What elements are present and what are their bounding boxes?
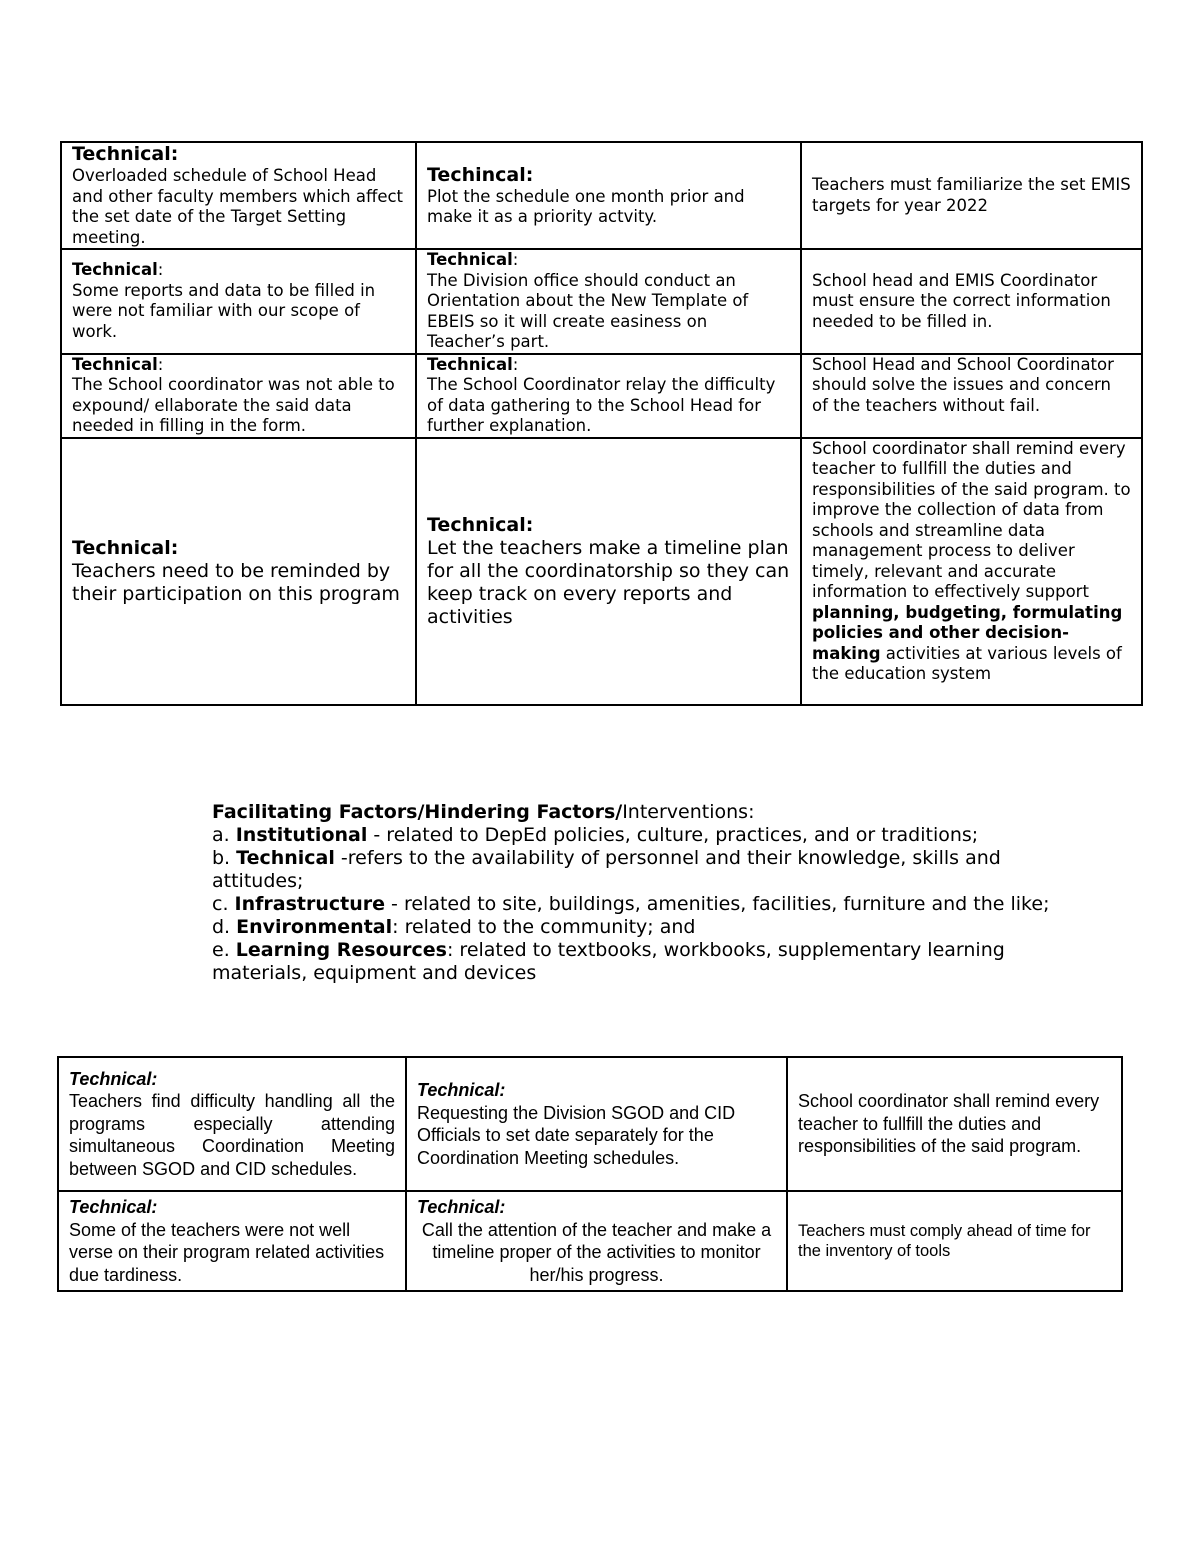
cell-heading: Technical: — [69, 1068, 158, 1089]
cell-heading: Technical — [72, 354, 158, 374]
cell-text — [812, 439, 1131, 685]
legend-term: Environmental — [236, 916, 393, 938]
cell-text: Call the attention of the teacher and make a timeline proper of the activities to monitor her/his progress. — [421, 1219, 772, 1285]
table-cell — [61, 438, 416, 705]
cell-heading-colon: : — [512, 250, 519, 269]
cell-text: Teachers must comply ahead of time for the inventory of tools — [798, 1222, 1091, 1260]
cell-heading: Technical: — [72, 536, 179, 559]
legend-term: Infrastructure — [234, 893, 386, 915]
legend-title-rest: Interventions: — [622, 801, 755, 823]
table-cell — [416, 354, 801, 438]
table-cell — [406, 1191, 787, 1291]
cell-text: School coordinator shall remind every teacher to fullfill the duties and responsibilities of the said program. — [798, 1091, 1100, 1157]
cell-text-part: School coordinator shall remind every teacher to fullfill the duties and responsibilities of the said program. to improve the collection of data from schools and streamline data management process to deliver timely, relevant and accurate information to effectively support — [812, 438, 1131, 601]
table-cell — [787, 1057, 1122, 1191]
table-row — [61, 142, 1142, 249]
cell-text: School Head and School Coordinator should solve the issues and concern of the teachers without fail. — [812, 354, 1114, 415]
table-cell — [416, 142, 801, 249]
cell-heading: Technical: — [69, 1197, 158, 1217]
legend-item — [212, 939, 1072, 985]
table-row — [58, 1191, 1122, 1291]
table-row — [58, 1057, 1122, 1191]
table-row — [61, 249, 1142, 354]
cell-text: The School coordinator was not able to expound/ ellaborate the said data needed in filling in the form. — [72, 375, 395, 435]
legend-title-bold: Facilitating Factors/Hindering Factors/ — [212, 801, 623, 823]
cell-text: School head and EMIS Coordinator must ensure the correct information needed to be filled in. — [812, 270, 1111, 331]
legend-item — [212, 893, 1072, 916]
cell-text-bold: planning, budgeting, formulating policies and other decision-making — [812, 602, 1123, 663]
interventions-table-2 — [57, 1056, 1123, 1292]
cell-text: The School Coordinator relay the difficulty of data gathering to the School Head for further explanation. — [427, 375, 776, 435]
table-row — [61, 354, 1142, 438]
legend-desc: - related to DepEd policies, culture, practices, and or traditions; — [367, 824, 979, 846]
legend-term: Technical — [236, 847, 335, 869]
interventions-table-1 — [60, 141, 1143, 706]
cell-heading: Technical: — [417, 1197, 506, 1217]
cell-text: Teachers need to be reminded by their participation on this program — [72, 559, 400, 605]
cell-heading-colon: : — [157, 260, 164, 280]
legend-prefix: a. — [212, 824, 236, 846]
table-cell — [801, 354, 1142, 438]
legend-term: Learning Resources — [235, 939, 447, 961]
cell-heading: Techincal: — [427, 163, 534, 186]
cell-text: Teachers must familiarize the set EMIS targets for year 2022 — [812, 175, 1131, 215]
legend-prefix: b. — [212, 847, 237, 869]
legend-desc: : related to the community; and — [392, 916, 696, 938]
table-cell — [416, 249, 801, 354]
table-cell — [801, 249, 1142, 354]
table-cell — [58, 1191, 406, 1291]
legend-title — [212, 801, 1072, 824]
legend-term: Institutional — [235, 824, 368, 846]
cell-text: Some of the teachers were not well verse on their program related activities due tardiness. — [69, 1219, 385, 1285]
table-cell — [787, 1191, 1122, 1291]
legend-desc: - related to site, buildings, amenities, facilities, furniture and the like; — [385, 893, 1050, 915]
cell-heading: Technical — [72, 260, 158, 280]
table-cell — [61, 354, 416, 438]
table-cell — [801, 438, 1142, 705]
table-row — [61, 438, 1142, 705]
legend-item — [212, 824, 1072, 847]
legend-desc: : related to textbooks, workbooks, supplementary learning materials, equipment and devices — [212, 939, 1005, 984]
cell-text: Requesting the Division SGOD and CID Officials to set date separately for the Coordination Meeting schedules. — [417, 1102, 736, 1168]
legend-prefix: c. — [212, 893, 235, 915]
factors-legend — [212, 801, 1072, 985]
cell-heading: Technical — [427, 354, 513, 374]
table-cell — [61, 249, 416, 354]
cell-heading: Technical: — [427, 513, 534, 536]
cell-text: Overloaded schedule of School Head and other faculty members which affect the set date of the Target Setting meeting. — [72, 166, 404, 247]
table-cell — [61, 142, 416, 249]
cell-text: Teachers find difficulty handling all the programs especially attending simultaneous Coordination Meeting between SGOD and CID schedules. — [69, 1091, 395, 1179]
cell-text: Let the teachers make a timeline plan for all the coordinatorship so they can keep track on every reports and activities — [427, 536, 790, 628]
legend-item — [212, 847, 1072, 893]
table-cell — [406, 1057, 787, 1191]
legend-prefix: e. — [212, 939, 236, 961]
table-cell — [58, 1057, 406, 1191]
legend-item — [212, 916, 1072, 939]
cell-heading: Technical: — [417, 1080, 506, 1100]
cell-heading-colon: : — [157, 354, 164, 374]
cell-text: The Division office should conduct an Orientation about the New Template of EBEIS so it will create easiness on Teacher’s part. — [427, 270, 749, 351]
cell-text-part: activities at various levels of the education system — [812, 643, 1122, 683]
cell-text: Plot the schedule one month prior and make it as a priority actvity. — [427, 186, 745, 226]
legend-prefix: d. — [212, 916, 237, 938]
cell-heading: Technical — [427, 250, 513, 269]
table-cell — [801, 142, 1142, 249]
cell-text: Some reports and data to be filled in were not familiar with our scope of work. — [72, 280, 376, 341]
cell-heading-colon: : — [512, 354, 519, 374]
cell-heading: Technical: — [72, 143, 179, 165]
legend-desc: -refers to the availability of personnel and their knowledge, skills and attitudes; — [212, 847, 1001, 892]
table-cell — [416, 438, 801, 705]
